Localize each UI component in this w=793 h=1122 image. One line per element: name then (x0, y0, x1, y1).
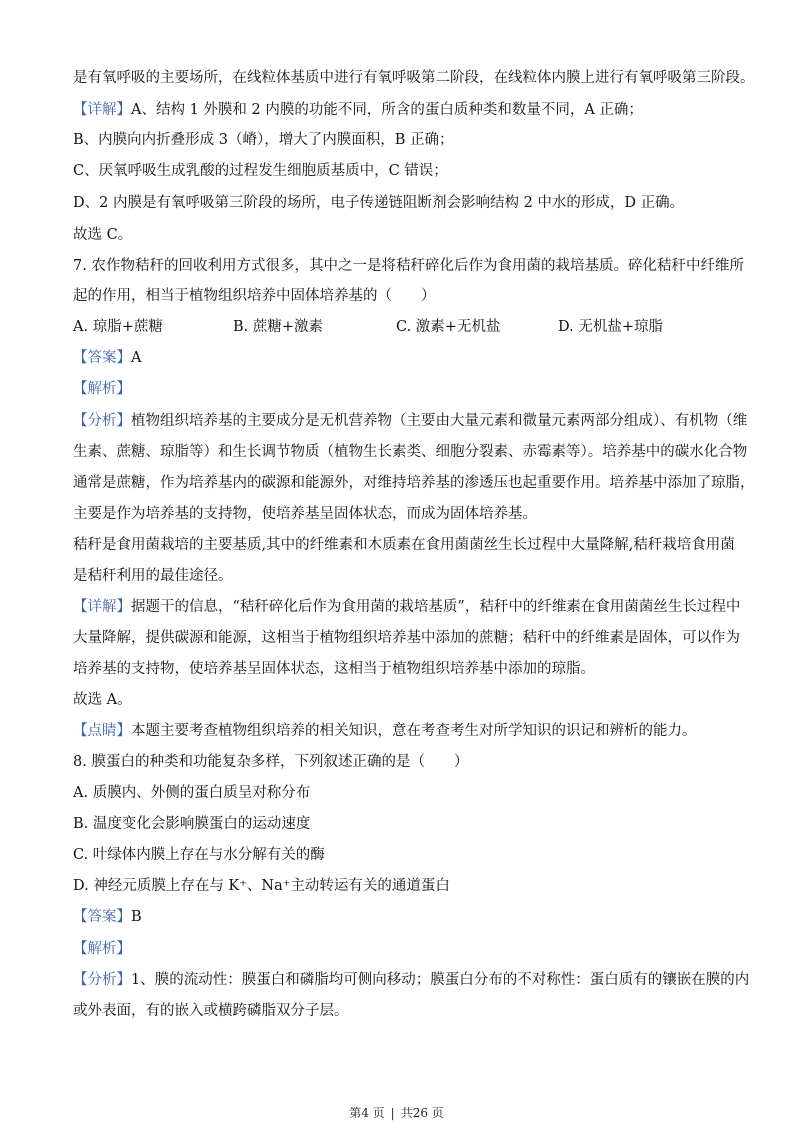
text-line (73, 814, 310, 834)
line-text: A (131, 350, 142, 366)
line-text: B、内膜向内折叠形成 3（嵴），增大了内膜面积，B 正确； (73, 132, 454, 148)
q7-option-c: C. 激素+无机盐 (396, 319, 501, 335)
section-tag: 【详解】 (73, 599, 131, 615)
text-line (73, 752, 468, 772)
line-text: C、厌氧呼吸生成乳酸的过程发生细胞质基质中，C 错误； (73, 163, 448, 179)
line-text: B. 温度变化会影响膜蛋白的运动速度 (73, 816, 311, 832)
text-line (73, 597, 740, 617)
line-text: 植物组织培养基的主要成分是无机营养物（主要由大量元素和微量元素两部分组成）、有机物（维 (131, 413, 748, 429)
q7-option-b: B. 蔗糖+激素 (233, 319, 324, 335)
text-line (73, 504, 537, 524)
page-number: 第4 页 (349, 1106, 385, 1120)
text-line (73, 256, 744, 276)
line-text: 秸秆是食用菌栽培的主要基质,其中的纤维素和木质素在食用菌菌丝生长过程中大量降解,秸秆栽培食用菌 (73, 537, 735, 553)
page-footer (0, 1104, 793, 1121)
line-text: 是有氧呼吸的主要场所，在线粒体基质中进行有氧呼吸第二阶段，在线粒体内膜上进行有氧呼吸第三阶段。 (73, 70, 755, 86)
line-text: C. 叶绿体内膜上存在与水分解有关的酶 (73, 847, 325, 863)
line-text: D. 神经元质膜上存在与 K⁺、Na⁺主动转运有关的通道蛋白 (73, 878, 450, 894)
line-text: 培养基的支持物，使培养基呈固体状态，这相当于植物组织培养基中添加的琼脂。 (73, 661, 595, 677)
line-text: 8. 膜蛋白的种类和功能复杂多样，下列叙述正确的是（ ） (73, 754, 469, 770)
text-line (73, 68, 755, 88)
line-text: A. 质膜内、外侧的蛋白质呈对称分布 (73, 785, 311, 801)
text-line (73, 161, 448, 181)
text-line (73, 721, 697, 741)
line-text: D、2 内膜是有氧呼吸第三阶段的场所，电子传递链阻断剂会影响结构 2 中水的形成，D 正确。 (73, 195, 685, 211)
text-line (73, 876, 450, 896)
text-line (73, 783, 310, 803)
section-tag: 【解析】 (73, 381, 131, 397)
section-tag: 【分析】 (73, 972, 131, 988)
section-tag: 【答案】 (73, 909, 131, 925)
line-text: 本题主要考查植物组织培养的相关知识，意在考查考生对所学知识的识记和辨析的能力。 (131, 723, 697, 739)
q7-option-a: A. 琼脂+蔗糖 (73, 319, 163, 335)
text-line (73, 628, 740, 648)
text-line (73, 845, 325, 865)
line-text: 故选 C。 (73, 227, 133, 243)
line-text: 故选 A。 (73, 692, 132, 708)
line-text: B (131, 909, 142, 925)
text-line (73, 193, 684, 213)
line-text: 是秸秆利用的最佳途径。 (73, 568, 233, 584)
text-line (73, 939, 131, 959)
section-tag: 【解析】 (73, 941, 131, 957)
section-tag: 【分析】 (73, 413, 131, 429)
line-text: A、结构 1 外膜和 2 内膜的功能不同，所含的蛋白质种类和数量不同，A 正确； (131, 102, 643, 118)
text-line (73, 348, 141, 368)
text-line (73, 286, 436, 306)
line-text: 大量降解，提供碳源和能源，这相当于植物组织培养基中添加的蔗糖；秸秆中的纤维素是固体，可以作为 (73, 630, 740, 646)
line-text: 或外表面，有的嵌入或横跨磷脂双分子层。 (73, 1003, 349, 1019)
page-total: 共26 页 (400, 1106, 444, 1120)
text-line (73, 225, 132, 245)
q7-option-d: D. 无机盐+琼脂 (558, 319, 663, 335)
line-text: 生素、蔗糖、琼脂等）和生长调节物质（植物生长素类、细胞分裂素、赤霉素等）。培养基中的碳水化合物 (73, 444, 748, 460)
text-line (73, 970, 749, 990)
text-line (73, 535, 735, 555)
text-line (73, 1001, 349, 1021)
text-line (73, 690, 132, 710)
line-text: 据题干的信息，“秸秆碎化后作为食用菌的栽培基质”，秸秆中的纤维素在食用菌菌丝生长过程中 (131, 599, 741, 615)
line-text: 主要是作为培养基的支持物，使培养基呈固体状态，而成为固体培养基。 (73, 506, 537, 522)
section-tag: 【点睛】 (73, 723, 131, 739)
line-text: 起的作用，相当于植物组织培养中固体培养基的（ ） (73, 288, 436, 304)
text-line (73, 379, 131, 399)
footer-separator: | (390, 1106, 395, 1120)
line-text: 通常是蔗糖，作为培养基内的碳源和能源外，对维持培养基的渗透压也起重要作用。培养基中添加了琼脂， (73, 475, 755, 491)
section-tag: 【详解】 (73, 102, 131, 118)
line-text: 7. 农作物秸秆的回收利用方式很多，其中之一是将秸秆碎化后作为食用菌的栽培基质。碎化秸秆中纤维所 (73, 258, 744, 274)
text-line (73, 907, 142, 927)
text-line (73, 473, 755, 493)
section-tag: 【答案】 (73, 350, 131, 366)
line-text: 1、膜的流动性：膜蛋白和磷脂均可侧向移动；膜蛋白分布的不对称性：蛋白质有的镶嵌在膜的内 (131, 972, 750, 988)
text-line (73, 442, 747, 462)
text-line (73, 130, 454, 150)
text-line (73, 566, 233, 586)
text-line (73, 100, 643, 120)
text-line (73, 411, 747, 431)
text-line (73, 659, 595, 679)
